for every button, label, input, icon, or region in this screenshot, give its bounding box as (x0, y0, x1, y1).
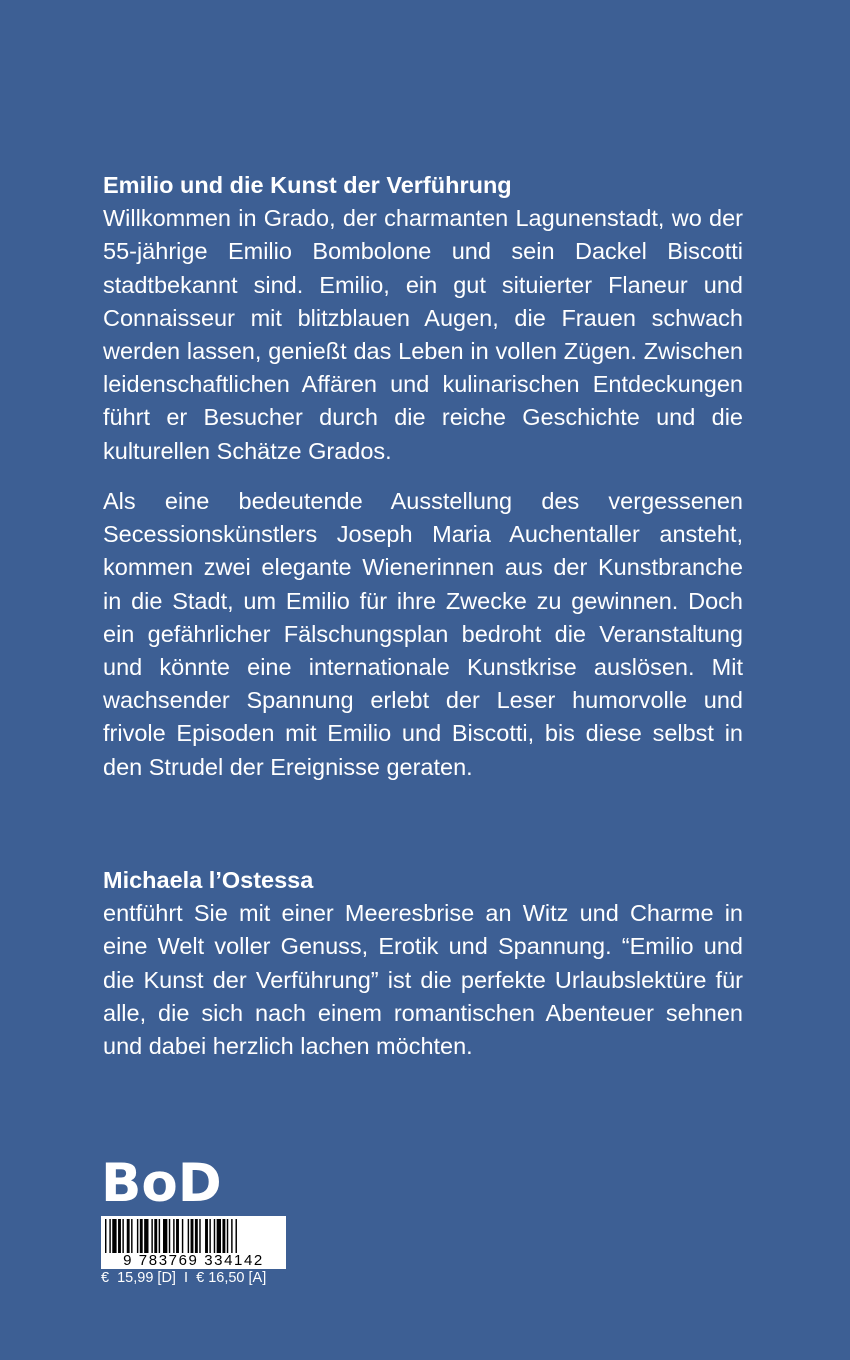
price-text: € 15,99 [D] I € 16,50 [A] (101, 1270, 267, 1286)
isbn-number: 9 783769 334142 (101, 1253, 286, 1268)
barcode-bar (191, 1219, 194, 1253)
barcode-bar (169, 1219, 170, 1253)
barcode-bar (217, 1219, 221, 1253)
isbn-barcode (101, 1216, 286, 1269)
barcode-bar (222, 1219, 225, 1253)
barcode-bar (182, 1219, 183, 1253)
blurb-section-2 (103, 485, 743, 784)
author-name: Michaela l’Ostessa (103, 867, 314, 893)
barcode-bar (227, 1219, 228, 1253)
barcode-bar (154, 1219, 157, 1253)
barcode-bar (109, 1219, 110, 1253)
barcode-bar (231, 1219, 232, 1253)
barcode-bar (159, 1219, 160, 1253)
author-paragraph: entführt Sie mit einer Meeresbrise an Witz und Charme in eine Welt voller Genuss, Erotik und Spannung. “Emilio und die Kunst der Verführung” ist die perfekte Urlaubslektüre für alle, die sich nach einem romantischen Abenteuer sehnen und dabei herzlich lachen möchten. (103, 900, 743, 1060)
barcode-bar (173, 1219, 174, 1253)
barcode-bar (127, 1219, 130, 1253)
barcode-bar (105, 1219, 106, 1253)
publisher-logo: BoD (101, 1153, 222, 1214)
barcode-bar (199, 1219, 200, 1253)
barcode-bar (195, 1219, 198, 1253)
barcode-bar (176, 1219, 179, 1253)
barcode-bar (140, 1219, 143, 1253)
author-section (103, 864, 743, 1063)
barcode-bar (118, 1219, 121, 1253)
blurb-paragraph-2: Als eine bedeutende Ausstellung des vergessenen Secessionskünstlers Joseph Maria Auchentaller ansteht, kommen zwei elegante Wienerinnen aus der Kunstbranche in die Stadt, um Emilio für ihre Zwecke zu gewinnen. Doch ein gefährlicher Fälschungsplan bedroht die Veranstaltung und könnte eine internationale Kunstkrise auslösen. Mit wachsender Spannung erlebt der Leser humorvolle und frivole Episoden mit Emilio und Biscotti, bis diese selbst in den Strudel der Ereignisse geraten. (103, 488, 743, 780)
book-title: Emilio und die Kunst der Verführung (103, 172, 512, 198)
blurb-section (103, 169, 743, 468)
barcode-bar (205, 1219, 208, 1253)
barcode-bar (236, 1219, 237, 1253)
barcode-bar (163, 1219, 167, 1253)
barcode-bar (209, 1219, 210, 1253)
barcode-bar (151, 1219, 152, 1253)
barcode-bar (214, 1219, 215, 1253)
barcode-bar (131, 1219, 132, 1253)
barcode-bar (188, 1219, 189, 1253)
barcode-bar (144, 1219, 148, 1253)
barcode-bars (105, 1219, 282, 1253)
barcode-bar (112, 1219, 116, 1253)
blurb-paragraph-1: Willkommen in Grado, der charmanten Lagunenstadt, wo der 55-jährige Emilio Bombolone und sein Dackel Biscotti stadtbekannt sind. Emilio, ein gut situierter Flaneur und Connaisseur mit blitzblauen Augen, die Frauen schwach werden lassen, genießt das Leben in vollen Zügen. Zwischen leidenschaftlichen Affären und kulinarischen Entdeckungen führt er Besucher durch die reiche Geschichte und die kulturellen Schätze Grados. (103, 205, 743, 464)
barcode-bar (137, 1219, 138, 1253)
barcode-bar (122, 1219, 123, 1253)
